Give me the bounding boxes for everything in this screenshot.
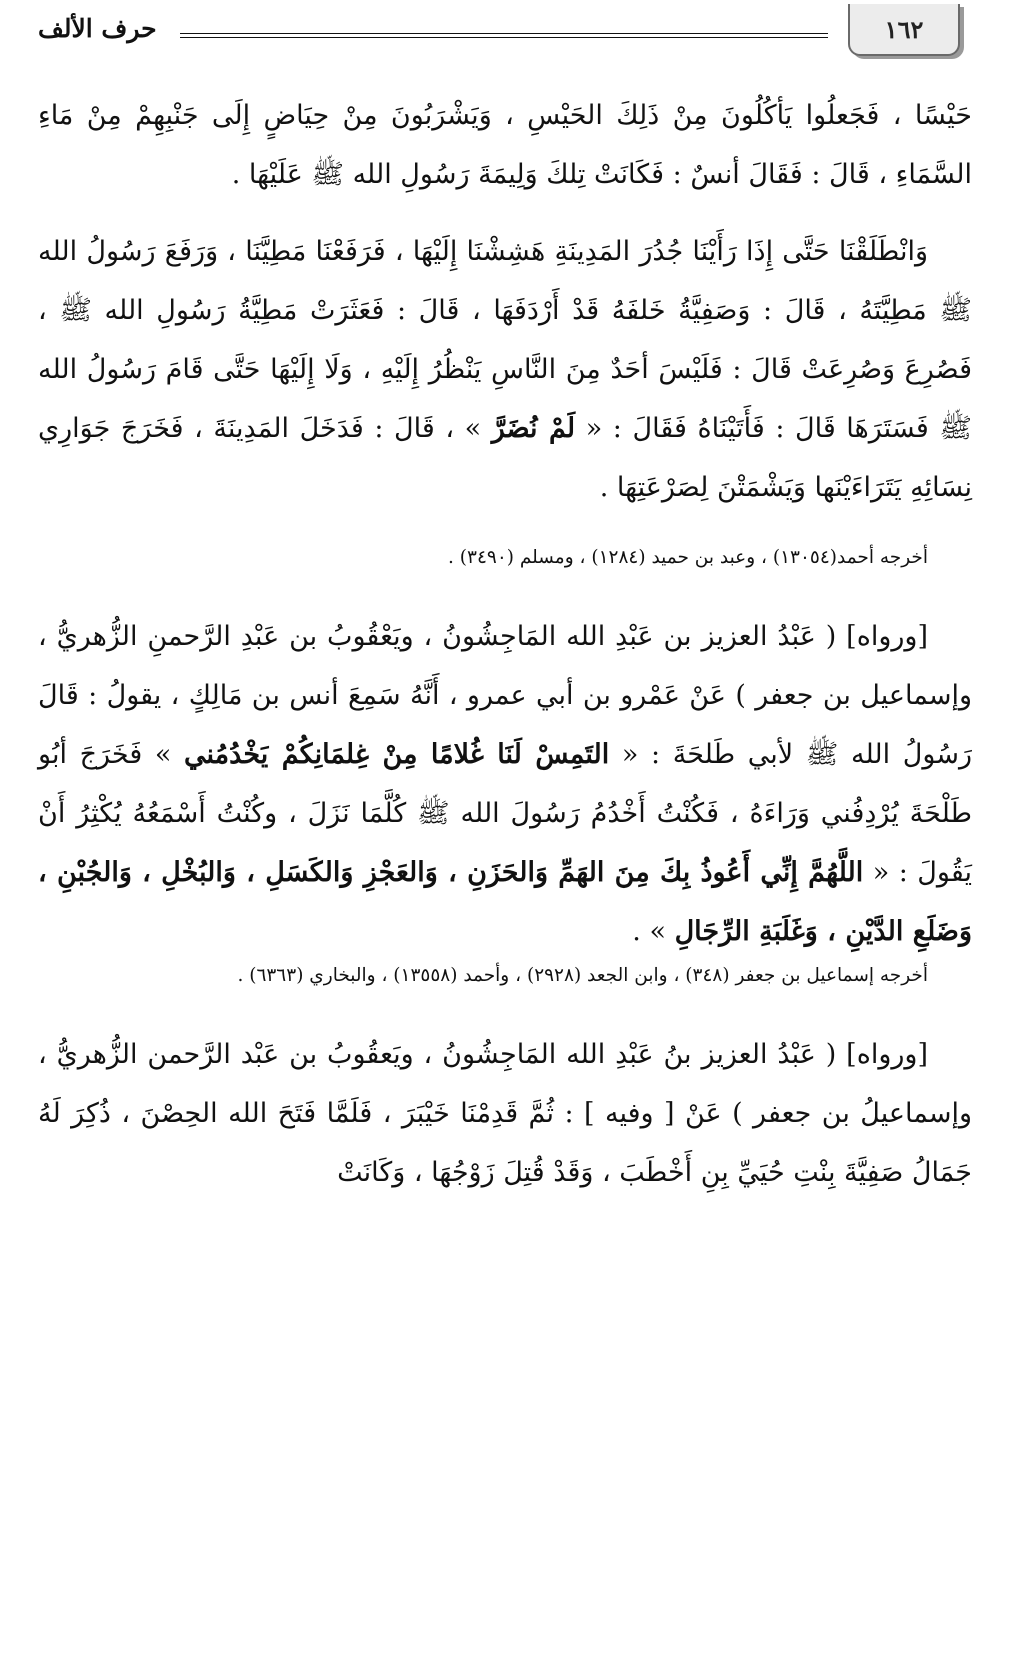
paragraph-2-text: وَانْطَلَقْنَا حَتَّى إِذَا رَأَيْنَا جُدُرَ المَدِينَةِ هَشِشْنَا إِلَيْهَا ، فَرَفَعْنَا مَطِيَّنَا ، وَرَفَعَ رَسُولُ الله ﷺ مَطِيَّتَهُ ، قَالَ : وَصَفِيَّةُ خَلفَهُ قَدْ أَرْدَفَهَا ، قَالَ : فَعَثَرَتْ مَطِيَّةُ رَسُولِ الله ﷺ ، فَصُرِعَ وَصُرِعَتْ قَالَ : فَلَيْسَ أحَدٌ مِنَ النَّاسِ يَنْظُرُ إِلَيْهِ ، وَلَا إِلَيْهَا حَتَّى قَامَ رَسُولُ الله ﷺ فَسَتَرَهَا قَالَ : فَأَتَيْنَاهُ فَقَالَ : « (38, 236, 972, 444)
hadith-quote-1: لَمْ نُضَرَّ (491, 413, 576, 444)
page-number: ١٦٢ (884, 14, 924, 44)
paragraph-4: [ورواه] ( عَبْدُ العزيز بنُ عَبْدِ الله المَاجِشُونُ ، ويَعقُوبُ بن عَبْد الرَّحمن الزُّهريُّ ، وإسماعيلُ بن جعفر ) عَنْ [ وفيه ] : ثُمَّ قَدِمْنَا خَيْبَرَ ، فَلَمَّا فَتَحَ الله الحِصْنَ ، ذُكِرَ لَهُ جَمَالُ صَفِيَّةَ بِنْتِ حُيَيِّ بِنِ أَخْطَبَ ، وَقَدْ قُتِلَ زَوْجُهَا ، وَكَانَتْ (38, 1039, 972, 1188)
footnote-2: أخرجه إسماعيل بن جعفر (٣٤٨) ، وابن الجعد (٢٩٢٨) ، وأحمد (١٣٥٥٨) ، والبخاري (٦٣٦٣) . (237, 965, 928, 986)
paragraph-2 (38, 222, 972, 517)
page-number-badge (848, 4, 960, 56)
paragraph-2-end: » ، قَالَ : فَدَخَلَ المَدِينَةَ ، فَخَرَجَ جَوَارِي نِسَائِهِ يَتَرَاءَيْنَها وَيَشْمَتْنَ لِصَرْعَتِهَا . (38, 413, 972, 503)
header-divider (180, 33, 828, 38)
paragraph-3 (38, 607, 972, 961)
chapter-title: حرف الألف (38, 14, 157, 43)
paragraph-1: حَيْسًا ، فَجَعلُوا يَأكُلُونَ مِنْ ذَلِكَ الحَيْسِ ، وَيَشْرَبُونَ مِنْ حِيَاضٍ إِلَى جَنْبِهِمْ مِنْ مَاءِ السَّمَاءِ ، قَالَ : فَقَالَ أنسٌ : فَكَانَتْ تِلكَ وَلِيمَةَ رَسُولِ الله ﷺ عَلَيْهَا . (38, 100, 972, 190)
page-header (0, 0, 1010, 70)
paragraph-3-mid: » فَخَرَجَ أبُو طَلْحَةَ يُرْدِفُني وَرَاءَهُ ، فَكُنْتُ أَخْدُمُ رَسُولَ الله ﷺ كُلَّمَا نَزَلَ ، وكُنْتُ أَسْمَعُهُ يُكْثِرُ أَنْ يَقُولَ : « (38, 739, 972, 888)
paragraph-3-end: » . (632, 916, 675, 947)
hadith-quote-3: اللَّهُمَّ إِنِّي أَعُوذُ بِكَ مِنَ الهَمِّ وَالحَزَنِ ، وَالعَجْزِ وَالكَسَلِ ، وَالبُخْلِ ، وَالجُبْنِ ، وَضَلَعِ الدَّيْنِ ، وَغَلَبَةِ الرِّجَالِ (38, 857, 972, 947)
hadith-quote-2: التَمِسْ لَنَا غُلامًا مِنْ غِلمَانِكُمْ يَخْدُمُني (184, 739, 610, 770)
page-content (38, 86, 972, 1202)
paragraph-3-start: [ورواه] ( عَبْدُ العزيز بن عَبْدِ الله المَاجِشُونُ ، ويَعْقُوبُ بن عَبْدِ الرَّحمنِ الزُّهريُّ ، وإسماعيل بن جعفر ) عَنْ عَمْرو بن أبي عمرو ، أَنَّهُ سَمِعَ أنس بن مَالِكٍ ، يقولُ : قَالَ رَسُولُ الله ﷺ لأبي طَلحَةَ : « (38, 621, 972, 770)
footnote-1: أخرجه أحمد(١٣٠٥٤) ، وعبد بن حميد (١٢٨٤) ، ومسلم (٣٤٩٠) . (448, 547, 928, 568)
